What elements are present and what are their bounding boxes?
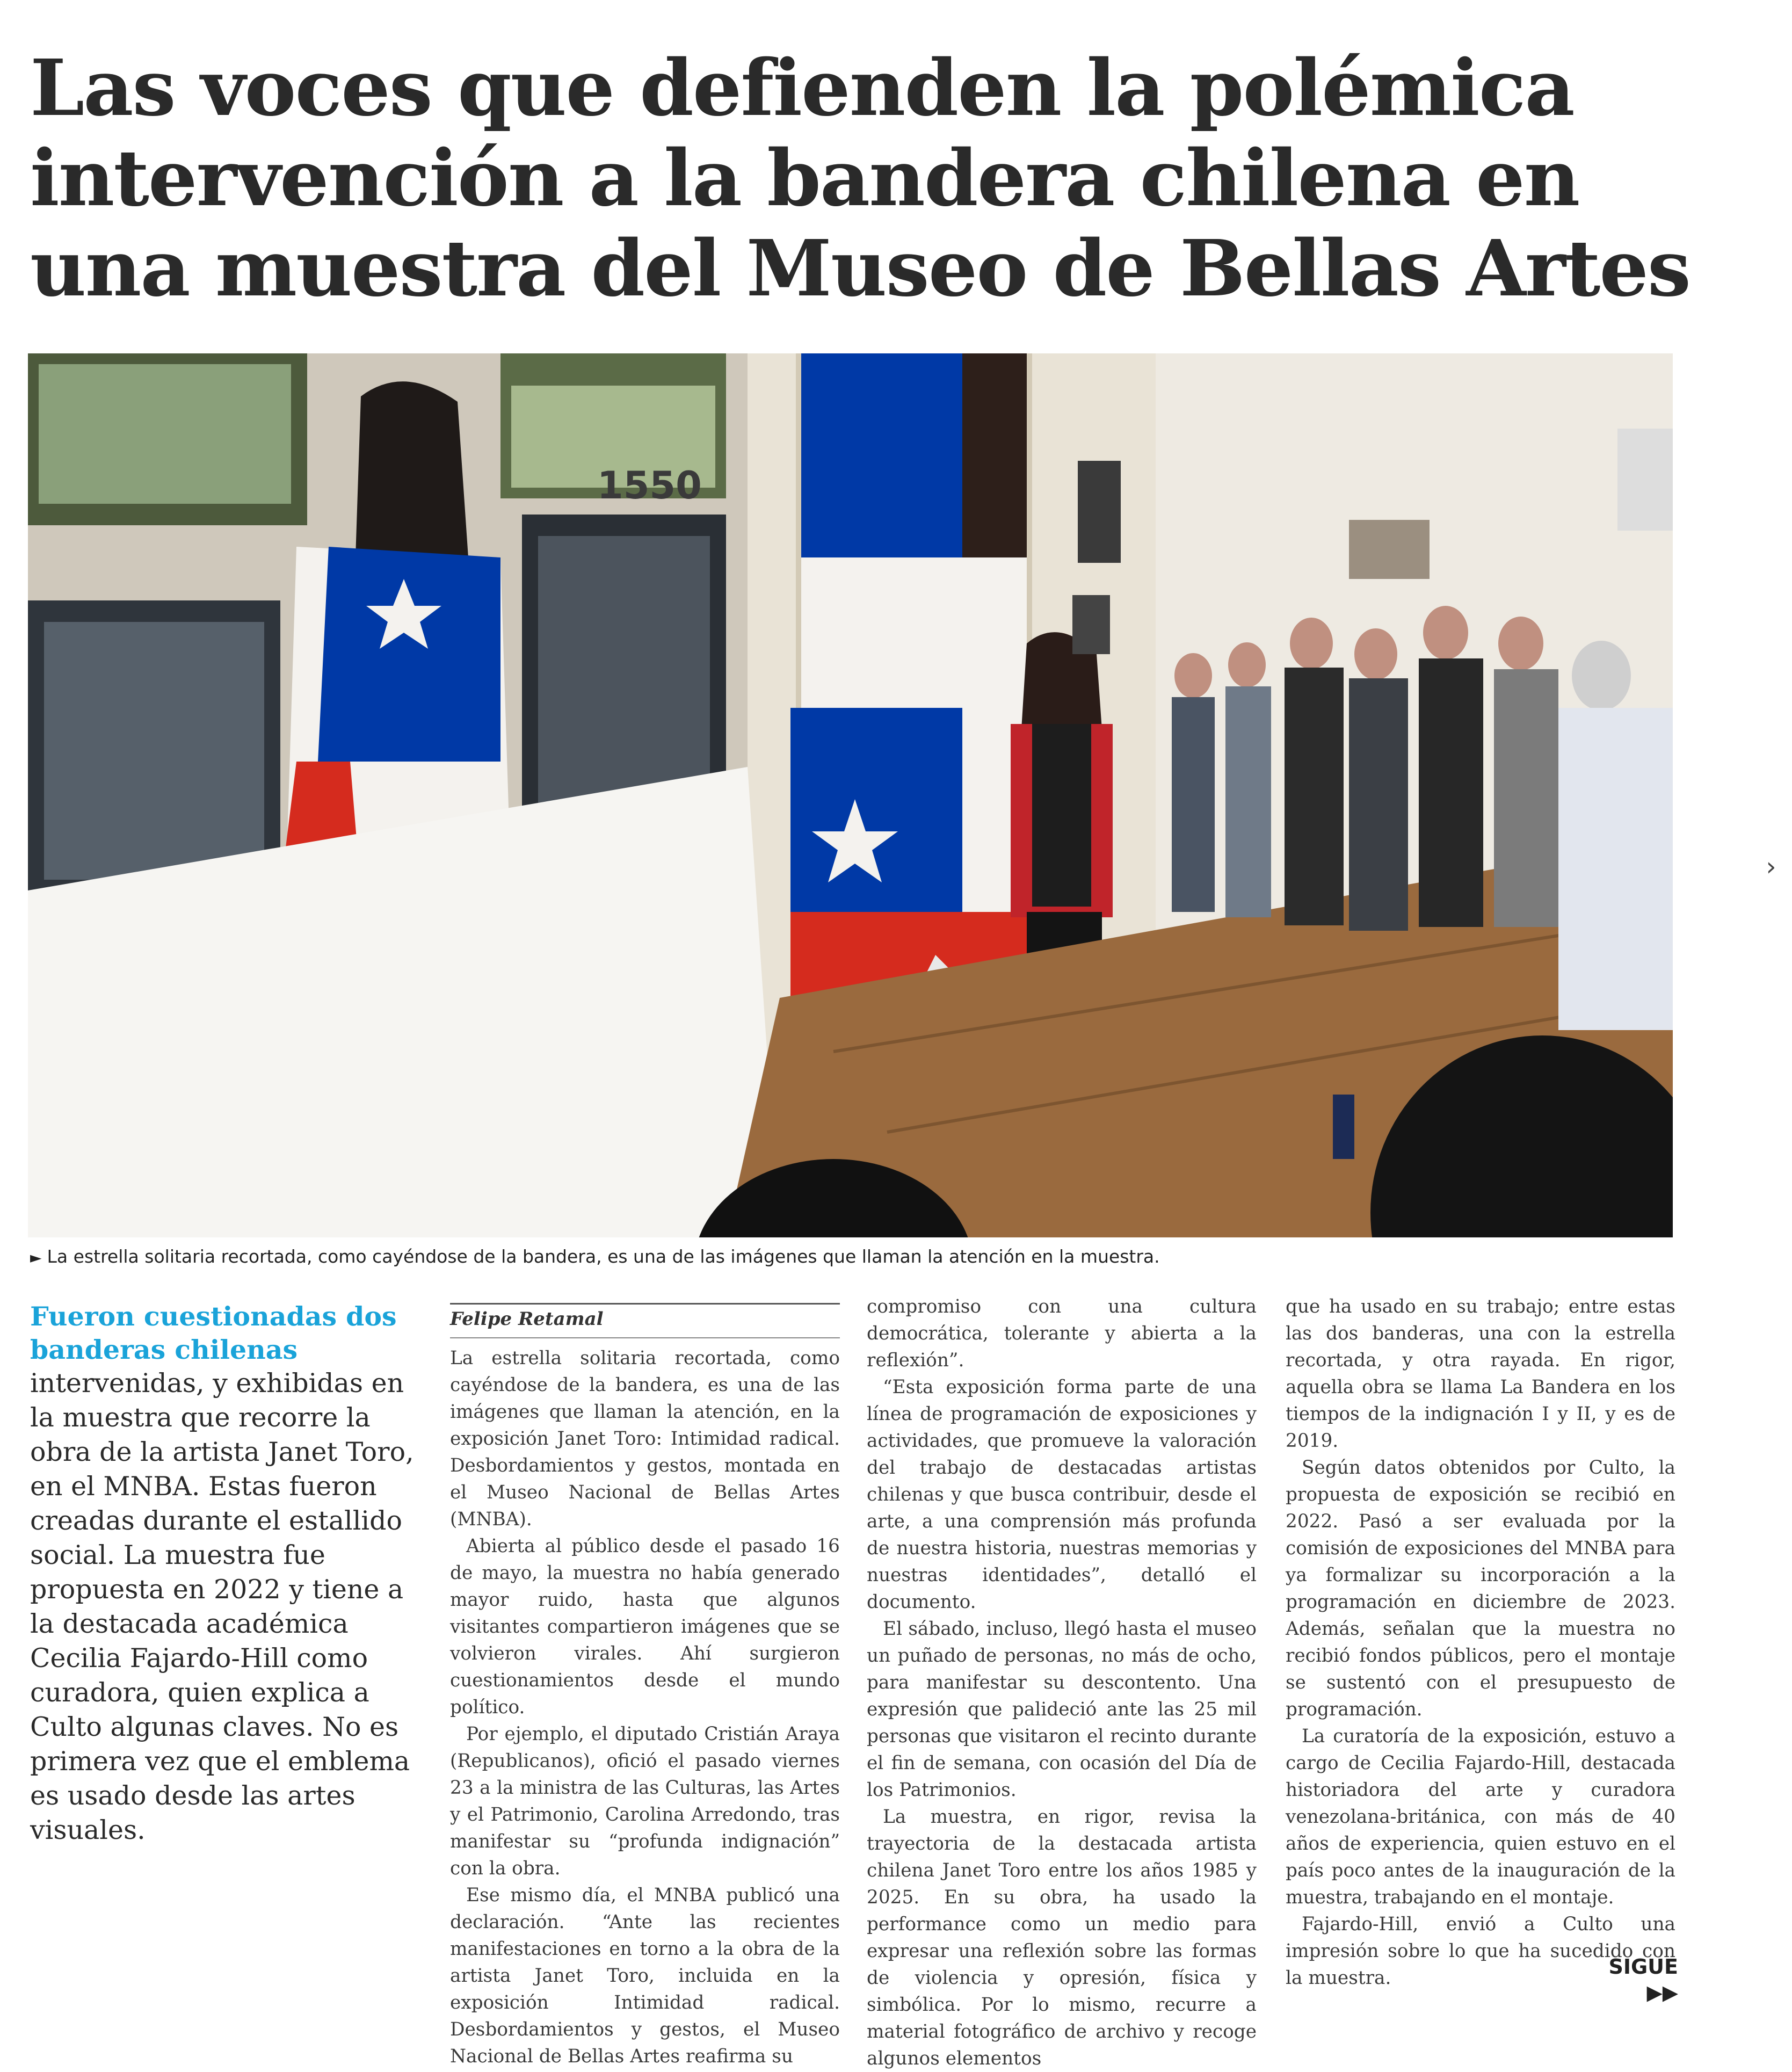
byline-bottom-rule — [450, 1337, 840, 1338]
paragraph: La muestra, en rigor, revisa la trayectoria de la destacada artista chilena Janet Toro entre los años 1985 y 2025. En su obra, ha usado la performance como un medio para expresar una reflexión sobre las formas de violencia y opresión, física y simbólica. Por lo mismo, recurre a material fotográfico de archivo y recoge algunos elementos — [867, 1806, 1257, 2069]
continue-link[interactable]: SIGUE ▶▶ — [1608, 1955, 1678, 2004]
headline-line-2: intervención a la bandera chilena en — [30, 133, 1579, 223]
photo-illustration — [28, 353, 1673, 1237]
paragraph: “Esta exposición forma parte de una línea de programación de exposiciones y actividades, que promueve la valoración del trabajo de destacadas artistas chilenas y que busca contribuir, desde el arte, a una comprensión más profunda de nuestra historia, nuestras memorias y nuestras identidades”, detalló el documento. — [867, 1376, 1257, 1613]
lead-highlight: Fueron cuestionadas dos banderas chilenas — [30, 1301, 397, 1365]
article-column-1 — [450, 1345, 840, 2070]
caption-marker: ► — [30, 1249, 42, 1266]
caption-text: La estrella solitaria recortada, como cayéndose de la bandera, es una de las imágenes que llaman la atención en la muestra. — [47, 1246, 1160, 1267]
article-column-3 — [1286, 1293, 1675, 1991]
byline-top-rule — [450, 1303, 840, 1305]
headline — [30, 42, 1690, 314]
paragraph: que ha usado en su trabajo; entre estas las dos banderas, una con la estrella recortada, y otra rayada. En rigor, aquella obra se llama La Bandera en los tiempos de la indignación I y II, y es de 2019. — [1286, 1296, 1675, 1452]
lead-body-text: intervenidas, y exhibidas en la muestra que recorre la obra de la artista Janet Toro, en el MNBA. Estas fueron creadas durante el estallido social. La muestra fue propuesta en 2022 y tiene a la destacada académica Cecilia Fajardo-Hill como curadora, quien explica a Culto algunas claves. No es primera vez que el emblema es usado desde las artes visuales. — [30, 1368, 414, 1845]
next-page-chevron-icon[interactable]: › — [1766, 852, 1776, 882]
paragraph: Según datos obtenidos por Culto, la propuesta de exposición se recibió en 2022. Pasó a ser evaluada por la comisión de exposiciones del MNBA para ya formalizar su incorporación a la programación en diciembre de 2023. Además, señalan que la muestra no recibió fondos públicos, pero el montaje se sustentó con el presupuesto de programación. — [1286, 1457, 1675, 1720]
paragraph: compromiso con una cultura democrática, tolerante y abierta a la reflexión”. — [867, 1296, 1257, 1371]
paragraph: Ese mismo día, el MNBA publicó una declaración. “Ante las recientes manifestaciones en torno a la obra de la artista Janet Toro, incluida en la exposición Intimidad radical. Desbordamientos y gestos, el Museo Nacional de Bellas Artes reafirma su — [450, 1885, 840, 2067]
photo-caption — [30, 1245, 1673, 1270]
paragraph: Por ejemplo, el diputado Cristián Araya (Republicanos), ofició el pasado viernes 23 a la ministra de las Culturas, las Artes y el Patrimonio, Carolina Arredondo, tras manifestar su “profunda indignación” con la obra. — [450, 1723, 840, 1879]
building-number: 1550 — [597, 463, 702, 508]
article-photo — [28, 353, 1673, 1237]
headline-line-3: una muestra del Museo de Bellas Artes — [30, 223, 1690, 314]
paragraph: Abierta al público desde el pasado 16 de mayo, la muestra no había generado mayor ruido, hasta que algunos visitantes compartieron imágenes que se volvieron virales. Ahí surgieron cuestionamientos desde el mundo político. — [450, 1535, 840, 1718]
article-column-2 — [867, 1293, 1257, 2072]
headline-line-1: Las voces que defienden la polémica — [30, 42, 1574, 133]
lead-summary — [30, 1300, 427, 1848]
paragraph: Fajardo-Hill, envió a Culto una impresión sobre lo que ha sucedido con la muestra. — [1286, 1914, 1675, 1989]
paragraph: La curatoría de la exposición, estuvo a cargo de Cecilia Fajardo-Hill, destacada historiadora del arte y curadora venezolana-británica, con más de 40 años de experiencia, quien estuvo en el país poco antes de la inauguración de la muestra, trabajando en el montaje. — [1286, 1726, 1675, 1908]
paragraph: La estrella solitaria recortada, como cayéndose de la bandera, es una de las imágenes que llaman la atención, en la exposición Janet Toro: Intimidad radical. Desbordamientos y gestos, montada en el Museo Nacional de Bellas Artes (MNBA). — [450, 1347, 840, 1530]
byline: Felipe Retamal — [450, 1308, 604, 1330]
paragraph: El sábado, incluso, llegó hasta el museo un puñado de personas, no más de ocho, para manifestar su descontento. Una expresión que palideció ante las 25 mil personas que visitaron el recinto durante el fin de semana, con ocasión del Día de los Patrimonios. — [867, 1618, 1257, 1801]
